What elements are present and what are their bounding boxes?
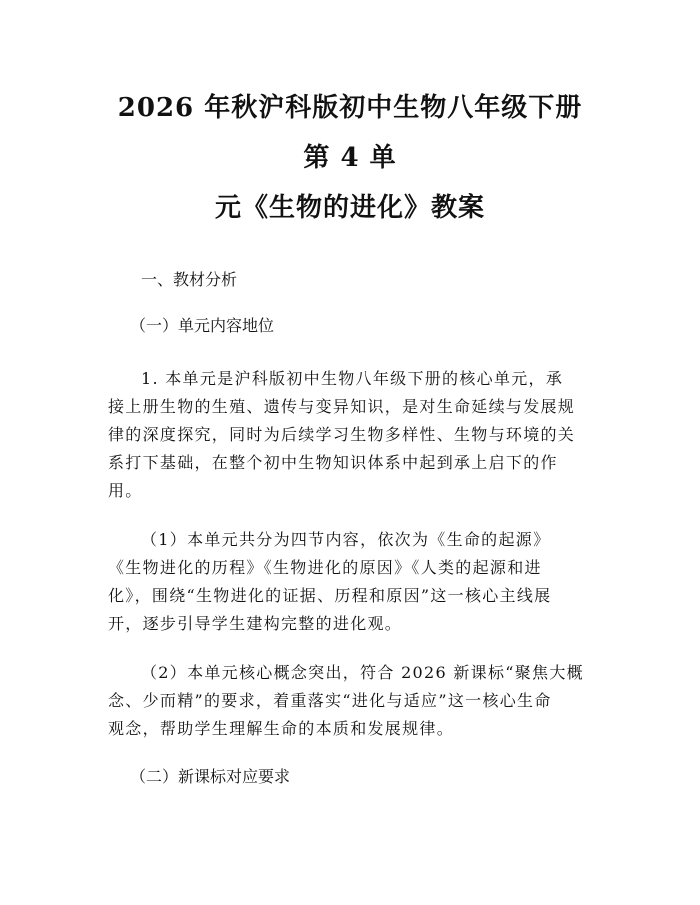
section-heading-textbook-analysis: 一、教材分析 — [141, 270, 238, 289]
paragraph-line: 开，逐步引导学生建构完整的进化观。 — [108, 614, 403, 633]
paragraph-line: 念、少而精”的要求，着重落实“进化与适应”这一核心生命 — [108, 691, 552, 710]
paragraph-line: 接上册生物的生殖、遗传与变异知识，是对生命延续与发展规 — [108, 397, 576, 416]
paragraph-line: （1）本单元共分为四节内容，依次为《生命的起源》 — [141, 530, 551, 549]
subsection-heading-unit-position: （一）单元内容地位 — [130, 316, 275, 335]
paragraph-line: 1. 本单元是沪科版初中生物八年级下册的核心单元，承 — [141, 369, 564, 388]
paragraph-line: 用。 — [108, 481, 143, 500]
title-line-1: 2026 年秋沪科版初中生物八年级下册第 4 单 — [117, 93, 583, 173]
subsection-heading-curriculum-requirements: （二）新课标对应要求 — [130, 767, 291, 786]
paragraph-line: （2）本单元核心概念突出，符合 2026 新课标“聚焦大概 — [141, 663, 584, 682]
paragraph-unit-position — [108, 365, 592, 505]
paragraph-line: 《生物进化的历程》《生物进化的原因》《人类的起源和进 — [108, 558, 542, 577]
paragraph-line: 律的深度探究，同时为后续学习生物多样性、生物与环境的关 — [108, 425, 576, 444]
paragraph-line: 系打下基础，在整个初中生物知识体系中起到承上启下的作 — [108, 453, 558, 472]
paragraph-unit-structure — [108, 526, 592, 638]
paragraph-line: 化》，围绕“生物进化的证据、历程和原因”这一核心主线展 — [108, 586, 552, 605]
title-line-2: 元《生物的进化》教案 — [214, 193, 485, 223]
paragraph-line: 观念，帮助学生理解生命的本质和发展规律。 — [108, 719, 455, 738]
document-title — [108, 0, 592, 233]
paragraph-core-concepts — [108, 659, 592, 743]
